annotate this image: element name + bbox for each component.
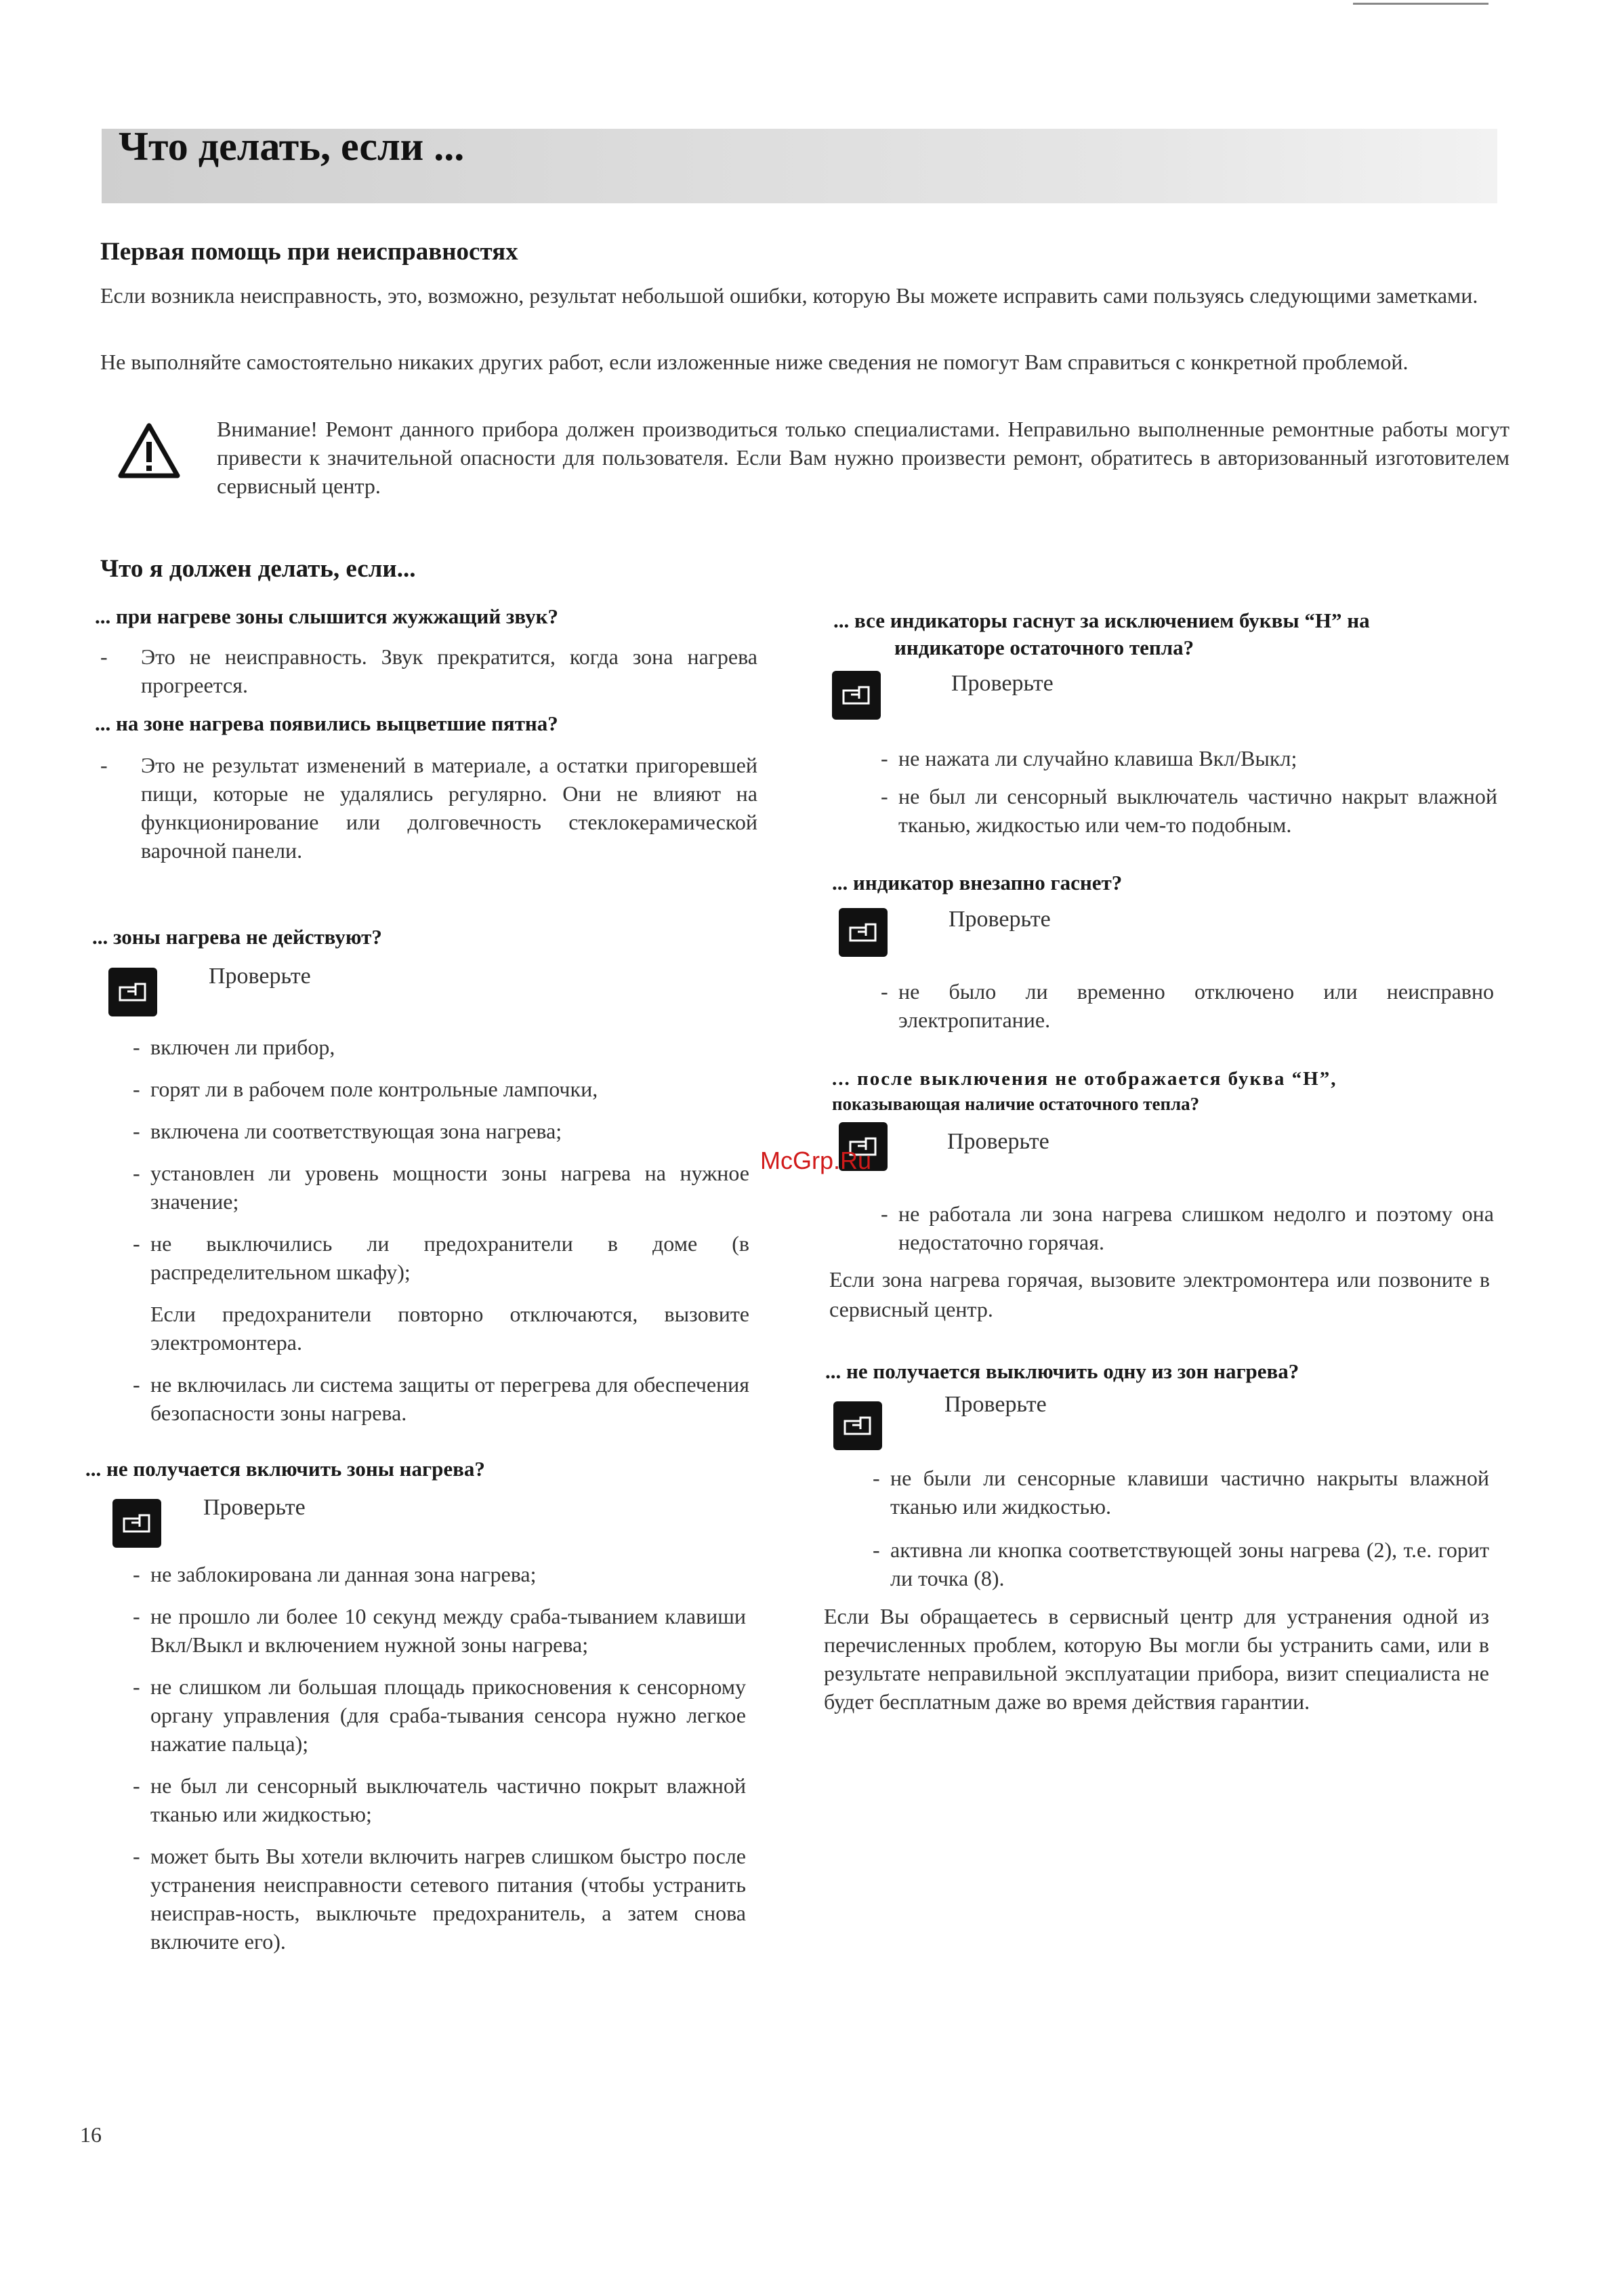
checklist-indicator-goes-out	[881, 977, 1494, 1046]
question-no-h-line1: ... после выключения не отображается буква “H”,	[832, 1068, 1337, 1090]
check-label: Проверьте	[951, 671, 1054, 696]
list-item: - не заблокирована ли данная зона нагрева;	[133, 1560, 746, 1588]
pointing-hand-icon	[112, 1499, 161, 1548]
list-item: - активна ли кнопка соответствующей зоны нагрева (2), т.е. горит ли точка (8).	[873, 1536, 1489, 1592]
section-heading-what-to-do: Что я должен делать, если...	[100, 555, 416, 583]
warning-text: Внимание! Ремонт данного прибора должен производиться только специалистами. Неправильно выполненные ремонтные работы могут привести к значительной опасности для пользователя. Если Вам нужно произвести ремонт, обратитесь в авторизованный изготовителем сервисный центр.	[217, 417, 1510, 498]
question-all-indicators-off-line1: ... все индикаторы гаснут за исключением буквы “H” на	[833, 609, 1370, 632]
page-title: Что делать, если ...	[119, 124, 465, 169]
check-label: Проверьте	[944, 1392, 1047, 1417]
list-item: - не были ли сенсорные клавиши частично накрыты влажной тканью или жидкостью.	[873, 1464, 1489, 1521]
question-cannot-switch-off: ... не получается выключить одну из зон нагрева?	[825, 1359, 1299, 1383]
question-buzzing-sound: ... при нагреве зоны слышится жужжащий звук?	[95, 604, 558, 628]
list-item: - Это не неисправность. Звук прекратится, когда зона нагрева прогреется.	[100, 642, 757, 699]
check-label: Проверьте	[209, 964, 311, 989]
list-item: - не работала ли зона нагрева слишком недолго и поэтому она недостаточно горячая.	[881, 1199, 1494, 1256]
warning-triangle-icon	[117, 421, 182, 480]
list-item: - не был ли сенсорный выключатель частично накрыт влажной тканью, жидкостью или чем-то подобным.	[881, 782, 1497, 839]
list-item: - включена ли соответствующая зона нагрева;	[133, 1117, 749, 1145]
pointing-hand-icon	[839, 908, 888, 957]
fuse-note: Если предохранители повторно отключаются, вызовите электромонтера.	[150, 1302, 749, 1355]
answer-faded-spots	[100, 751, 757, 877]
scan-mark	[1353, 3, 1488, 7]
list-item: - не слишком ли большая площадь прикосновения к сенсорному органу управления (для сраба-тывания сенсора нужно легкое нажатие пальца);	[133, 1672, 746, 1758]
answer-buzzing-sound	[100, 642, 757, 712]
page-number: 16	[80, 2122, 102, 2147]
pointing-hand-icon	[108, 968, 157, 1016]
list-item: - может быть Вы хотели включить нагрев слишком быстро после устранения неисправности сетевого питания (чтобы устранить неисправ-ность, выключьте предохранитель, а затем снова включите его).	[133, 1842, 746, 1956]
pointing-hand-icon	[832, 671, 881, 720]
checklist-zones-not-working	[133, 1033, 749, 1439]
intro-paragraph: Если возникла неисправность, это, возможно, результат небольшой ошибки, которую Вы можете исправить сами пользуясь следующими заметками.	[100, 283, 1478, 308]
question-indicator-goes-out: ... индикатор внезапно гаснет?	[832, 871, 1123, 894]
list-item: - включен ли прибор,	[133, 1033, 749, 1061]
list-item: - не выключились ли предохранители в доме (в распределительном шкафу);	[133, 1229, 749, 1286]
question-cannot-switch-on: ... не получается включить зоны нагрева?	[85, 1457, 485, 1481]
list-item: - не нажата ли случайно клавиша Вкл/Выкл;	[881, 744, 1497, 773]
checklist-cannot-switch-on	[133, 1560, 746, 1968]
question-zones-not-working: ... зоны нагрева не действуют?	[92, 925, 382, 949]
check-label: Проверьте	[947, 1129, 1049, 1154]
checklist-no-h	[881, 1199, 1494, 1269]
check-label: Проверьте	[203, 1495, 306, 1520]
section-heading-first-aid: Первая помощь при неисправностях	[100, 238, 518, 266]
caution-paragraph: Не выполняйте самостоятельно никаких других работ, если изложенные ниже сведения не помогут Вам справиться с конкретной проблемой.	[100, 350, 1409, 374]
watermark: McGrp.Ru	[760, 1147, 872, 1174]
question-all-indicators-off-line2: индикаторе остаточного тепла?	[894, 636, 1194, 659]
list-item: - установлен ли уровень мощности зоны нагрева на нужное значение;	[133, 1159, 749, 1216]
warranty-note: Если Вы обращаетесь в сервисный центр для устранения одной из перечисленных проблем, которую Вы могли бы устранить сами, или в результате неправильной эксплуатации прибора, визит специалиста не будет бесплатным даже во время действия гарантии.	[824, 1604, 1489, 1714]
list-item: - не был ли сенсорный выключатель частично покрыт влажной тканью или жидкостью;	[133, 1771, 746, 1828]
list-item: - не прошло ли более 10 секунд между сраба-тыванием клавиши Вкл/Выкл и включением нужной зоны нагрева;	[133, 1602, 746, 1659]
pointing-hand-icon	[833, 1401, 882, 1450]
question-no-h-line2: показывающая наличие остаточного тепла?	[832, 1094, 1200, 1114]
check-label: Проверьте	[949, 907, 1051, 932]
checklist-cannot-switch-off	[873, 1464, 1489, 1605]
list-item: - горят ли в рабочем поле контрольные лампочки,	[133, 1075, 749, 1103]
hot-zone-note: Если зона нагрева горячая, вызовите электромонтера или позвоните в сервисный центр.	[829, 1267, 1490, 1321]
checklist-all-indicators-off	[881, 744, 1497, 851]
question-faded-spots: ... на зоне нагрева появились выцветшие пятна?	[95, 712, 558, 735]
list-item: - не было ли временно отключено или неисправно электропитание.	[881, 977, 1494, 1034]
list-item: - Это не результат изменений в материале, а остатки пригоревшей пищи, которые не удалялись регулярно. Они не влияют на функционирование или долговечность стеклокерамической варочной панели.	[100, 751, 757, 865]
list-item: - не включилась ли система защиты от перегрева для обеспечения безопасности зоны нагрева.	[133, 1370, 749, 1427]
